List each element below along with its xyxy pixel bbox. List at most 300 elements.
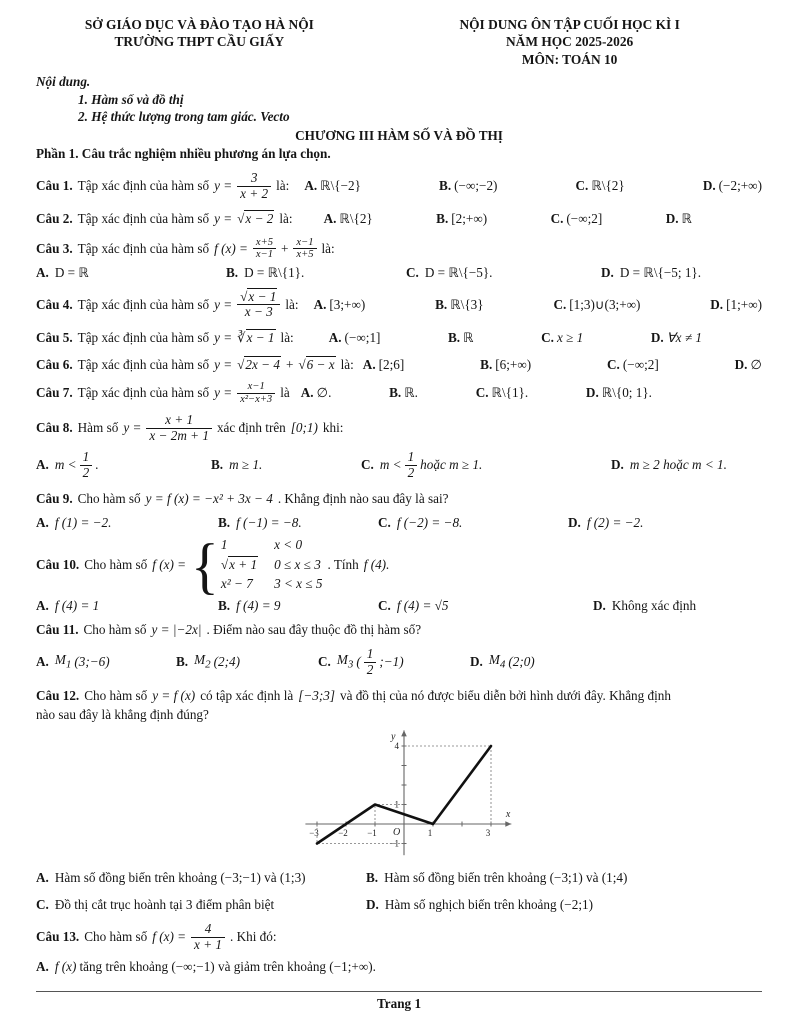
question-text: là: — [279, 211, 293, 227]
option-letter: D. — [611, 456, 624, 472]
option-b — [218, 598, 378, 615]
option-text: (−∞;2] — [566, 211, 603, 227]
point-coords: (2;4) — [213, 653, 240, 669]
q2-options — [324, 211, 762, 228]
question-10 — [36, 530, 762, 601]
option-letter: A. — [313, 296, 327, 312]
option-b — [366, 870, 762, 887]
option-text: D = ℝ — [54, 265, 89, 281]
domain-interval: [0;1) — [290, 420, 318, 436]
point-name: $M_3$ — [336, 652, 354, 671]
question-text: Tập xác định của hàm số — [77, 330, 210, 346]
radicand: 2x − 4 — [245, 356, 280, 372]
svg-text:y: y — [391, 730, 396, 742]
footer-rule — [36, 991, 762, 992]
domain-interval: [−3;3] — [298, 687, 335, 703]
option-letter: A. — [36, 456, 49, 472]
sqrt-expression — [237, 211, 274, 228]
formula: y = f (x) = −x² + 3x − 4 — [145, 491, 273, 507]
question-text: Cho hàm số — [83, 622, 147, 638]
formula-lhs: y = — [214, 384, 233, 400]
fraction — [191, 922, 225, 953]
question-text: . Khẳng định nào sau đây là sai? — [277, 491, 449, 507]
radicand: x − 2 — [245, 211, 274, 227]
formula: y = f (x) — [152, 687, 196, 703]
option-letter: A. — [36, 870, 49, 886]
brace: { — [191, 530, 219, 601]
option-b — [435, 297, 483, 314]
option-a — [324, 211, 373, 228]
radicand: x − 1 — [248, 288, 277, 304]
cbrt-expression — [237, 330, 275, 347]
page-footer — [36, 991, 762, 1013]
fraction — [237, 290, 280, 321]
formula: f (x) — [54, 958, 77, 974]
question-12-text — [36, 688, 762, 705]
question-label: Câu 5. — [36, 330, 73, 346]
option-text: . — [95, 456, 99, 472]
svg-text:−1: −1 — [389, 838, 399, 849]
formula-lhs: f (x) = — [214, 240, 248, 256]
question-text: Tập xác định của hàm số — [77, 384, 210, 400]
option-letter: C. — [406, 265, 419, 281]
formula: y = |−2x| — [151, 622, 202, 638]
frac-den: 2 — [82, 464, 90, 480]
radicand: x − 1 — [246, 330, 275, 346]
option-c — [551, 211, 603, 228]
question-label: Câu 7. — [36, 384, 73, 400]
option-letter: C. — [550, 211, 564, 227]
option-text: ∅ — [750, 356, 762, 372]
question-text: xác định trên — [216, 420, 286, 436]
radical-sign: √ — [298, 356, 306, 372]
formula-lhs: y = — [214, 211, 233, 227]
fraction — [405, 450, 418, 481]
svg-text:4: 4 — [394, 740, 399, 751]
question-label: Câu 8. — [36, 420, 73, 436]
option-d — [586, 385, 652, 402]
option-letter: B. — [480, 356, 493, 372]
option-a — [304, 178, 361, 195]
question-6 — [36, 357, 762, 374]
question-label: Câu 3. — [36, 240, 73, 256]
piecewise-rows — [221, 537, 323, 593]
option-d — [710, 297, 762, 314]
question-12 — [36, 688, 762, 914]
point-coords: (2;0) — [508, 653, 535, 669]
option-a — [36, 959, 762, 976]
option-text: [1;+∞) — [726, 296, 762, 312]
question-9 — [36, 491, 762, 508]
question-text: có tập xác định là — [200, 687, 294, 703]
option-d — [601, 265, 762, 282]
question-7 — [36, 381, 762, 405]
svg-text:1: 1 — [427, 827, 433, 838]
option-letter: A. — [36, 597, 49, 613]
option-letter: C. — [36, 896, 49, 912]
page-header — [36, 16, 762, 68]
formula-lhs: y = — [123, 420, 142, 436]
chapter-title: CHƯƠNG III HÀM SỐ VÀ ĐỒ THỊ — [295, 127, 503, 143]
question-text: Tập xác định của hàm số — [77, 296, 210, 312]
option-b — [480, 357, 531, 374]
option-a — [301, 385, 332, 402]
fraction — [80, 450, 93, 481]
point-name: $M_4$ — [488, 652, 506, 671]
header-right — [377, 16, 762, 68]
frac-den: x+5 — [296, 249, 314, 261]
radical-sign: √ — [237, 211, 245, 227]
option-b — [439, 178, 497, 195]
content-item-1: 1. Hàm số và đồ thị — [78, 91, 184, 107]
option-a — [36, 265, 226, 282]
option-b — [226, 265, 406, 282]
point-name: $M_1$ — [54, 652, 72, 671]
option-letter: D. — [366, 896, 379, 912]
frac-num: 4 — [191, 922, 225, 938]
question-label: Câu 1. — [36, 177, 73, 193]
function-graph — [264, 728, 534, 864]
option-d — [611, 457, 762, 474]
option-text: (−∞;2] — [622, 356, 659, 372]
q10-options — [36, 598, 762, 615]
option-text: m ≥ 1. — [229, 456, 263, 472]
option-a — [314, 297, 366, 314]
option-text: [6;+∞) — [495, 356, 532, 372]
option-letter: C. — [541, 330, 554, 346]
option-letter: C. — [378, 597, 391, 613]
option-d — [735, 357, 762, 374]
question-text: Tập xác định của hàm số — [77, 211, 210, 227]
question-13 — [36, 922, 762, 953]
frac-den: x − 3 — [244, 304, 273, 320]
option-d — [703, 178, 762, 195]
option-text: ℝ\{−2} — [320, 177, 361, 193]
question-text: Tập xác định của hàm số — [77, 356, 210, 372]
option-c — [576, 178, 625, 195]
question-text: Cho hàm số — [77, 491, 141, 507]
sqrt-expression — [237, 357, 281, 374]
piece-expr: √x + 1 — [220, 556, 258, 572]
option-text: m < — [379, 456, 402, 472]
radicand: 6 − x — [306, 356, 335, 372]
option-text: f (2) = −2. — [586, 514, 644, 530]
option-b — [436, 211, 487, 228]
point-name: $M_2$ — [194, 652, 211, 671]
option-text: ℝ\{1}. — [491, 384, 529, 400]
fraction — [293, 237, 316, 261]
option-letter: C. — [553, 296, 567, 312]
frac-num: 1 — [80, 450, 93, 466]
formula-lhs: f (x) = — [152, 929, 187, 945]
option-b — [218, 515, 378, 532]
option-a — [36, 515, 218, 532]
content-summary — [36, 74, 762, 163]
piece-cond: 0 ≤ x ≤ 3 — [274, 556, 321, 572]
option-text: ℝ\{3} — [450, 296, 484, 312]
question-label: Câu 4. — [36, 296, 73, 312]
fraction — [146, 413, 212, 444]
question-label: Câu 2. — [36, 211, 73, 227]
question-label: Câu 12. — [36, 687, 80, 703]
option-text: [1;3)∪(3;+∞) — [569, 296, 641, 312]
option-text: (−∞;−2) — [454, 177, 498, 193]
frac-den: x + 1 — [194, 936, 222, 952]
option-text: Hàm số đồng biến trên khoảng (−3;−1) và (1;3) — [54, 870, 306, 886]
content-item-2: 2. Hệ thức lượng trong tam giác. Vecto — [78, 109, 290, 125]
option-text: Hàm số nghịch biến trên khoảng (−2;1) — [384, 896, 593, 912]
option-a — [36, 652, 176, 672]
piece-expr: 1 — [220, 537, 228, 553]
option-text: Không xác định — [611, 597, 697, 613]
plus-sign: + — [280, 240, 289, 256]
content-title: Nội dung. — [36, 74, 91, 90]
option-letter: D. — [470, 653, 483, 669]
piece-cond: x < 0 — [274, 537, 303, 553]
frac-den: 2 — [366, 661, 374, 677]
question-text: . Điểm nào sau đây thuộc đồ thị hàm số? — [206, 622, 422, 638]
svg-text:−2: −2 — [338, 827, 348, 838]
option-letter: A. — [36, 958, 49, 974]
option-letter: D. — [702, 177, 716, 193]
frac-den: 2 — [407, 464, 415, 480]
option-letter: A. — [304, 177, 318, 193]
option-a — [36, 870, 366, 887]
option-a — [363, 357, 404, 374]
question-2 — [36, 211, 762, 228]
page-number: Trang 1 — [376, 995, 422, 1011]
open-paren: ( — [356, 653, 361, 669]
question-5 — [36, 330, 762, 347]
option-letter: B. — [176, 653, 189, 669]
option-text: tăng trên khoảng (−∞;−1) và giảm trên khoảng (−1;+∞). — [79, 958, 376, 974]
frac-num: x+5 — [253, 237, 276, 250]
q5-options — [329, 330, 762, 347]
option-text: f (1) = −2. — [54, 514, 112, 530]
option-letter: C. — [575, 177, 589, 193]
question-text: . Khi đó: — [230, 929, 277, 945]
option-letter: D. — [734, 356, 748, 372]
formula-lhs: y = — [214, 177, 233, 193]
option-text: f (4) = 9 — [236, 597, 281, 613]
frac-num: x−1 — [293, 237, 316, 250]
fraction — [253, 237, 276, 261]
option-b — [176, 652, 318, 672]
option-text: ℝ — [463, 330, 474, 346]
option-text: m ≥ 2 hoặc m < 1. — [629, 456, 727, 472]
piecewise-function — [191, 530, 323, 601]
school-year: NĂM HỌC 2025-2026 — [506, 34, 634, 50]
frac-num: √x − 1 — [237, 290, 280, 306]
option-text: x ≥ 1 — [556, 330, 584, 346]
piece-expr: x² − 7 — [220, 576, 253, 592]
option-d — [593, 598, 762, 615]
option-d — [666, 211, 692, 228]
subject: MÔN: TOÁN 10 — [521, 51, 618, 67]
option-text: Đồ thị cắt trục hoành tại 3 điểm phân biệt — [54, 896, 275, 912]
svg-text:3: 3 — [485, 827, 491, 838]
option-c — [318, 647, 470, 678]
option-letter: B. — [389, 384, 402, 400]
option-c — [553, 297, 640, 314]
frac-den: x²−x+3 — [240, 393, 273, 405]
question-11 — [36, 622, 762, 639]
sqrt-expression — [298, 357, 335, 374]
review-title: NỘI DUNG ÔN TẬP CUỐI HỌC KÌ I — [459, 17, 680, 32]
option-letter: A. — [323, 211, 337, 227]
frac-den: x − 2m + 1 — [149, 428, 209, 444]
q11-options — [36, 647, 762, 678]
question-text: là — [280, 384, 290, 400]
option-text: ℝ\{2} — [339, 211, 373, 227]
frac-num: 3 — [237, 171, 271, 187]
option-text: ∀x ≠ 1 — [666, 330, 702, 346]
piece-cond: 3 < x ≤ 5 — [274, 576, 323, 592]
question-label: Câu 10. — [36, 556, 80, 572]
option-c — [541, 330, 583, 347]
question-1 — [36, 171, 762, 202]
q1-options — [304, 178, 762, 195]
option-text: m < — [54, 456, 77, 472]
option-letter: A. — [300, 384, 314, 400]
option-text: f (−1) = −8. — [236, 514, 302, 530]
question-text: Tập xác định của hàm số — [77, 240, 210, 256]
frac-num: 1 — [405, 450, 418, 466]
svg-text:1: 1 — [394, 799, 399, 810]
option-c — [406, 265, 601, 282]
formula-lhs: y = — [214, 356, 233, 372]
option-text: [2;+∞) — [451, 211, 488, 227]
option-letter: D. — [585, 384, 599, 400]
q13-options — [36, 959, 762, 976]
formula-lhs: y = — [214, 296, 233, 312]
radical-sign: ∛ — [237, 330, 246, 346]
option-text: D = ℝ\{−5; 1}. — [619, 265, 702, 281]
frac-num: x−1 — [237, 381, 275, 394]
plus-sign: + — [285, 356, 294, 372]
option-text: ∅. — [316, 384, 332, 400]
q6-options — [363, 357, 762, 374]
option-text: f (4) = √5 — [396, 597, 449, 613]
frac-den: x−1 — [255, 249, 273, 261]
fraction — [237, 171, 271, 202]
option-letter: A. — [36, 514, 49, 530]
option-letter: D. — [568, 514, 581, 530]
radicand: x + 1 — [229, 556, 258, 572]
option-letter: B. — [448, 330, 461, 346]
question-label: Câu 11. — [36, 622, 79, 638]
option-letter: A. — [36, 265, 49, 281]
q8-options — [36, 450, 762, 481]
option-letter: D. — [710, 296, 724, 312]
q9-options — [36, 515, 762, 532]
option-d — [470, 652, 762, 672]
frac-den: x + 2 — [240, 185, 269, 201]
question-text: là: — [280, 330, 294, 346]
department-name: SỞ GIÁO DỤC VÀ ĐÀO TẠO HÀ NỘI — [84, 17, 314, 32]
header-left — [36, 16, 363, 51]
point-coords: (3;−6) — [74, 653, 110, 669]
q3-options — [36, 265, 762, 282]
question-text: Cho hàm số — [84, 556, 148, 572]
frac-num: x + 1 — [146, 413, 212, 429]
question-text: Hàm số — [77, 420, 119, 436]
formula: f (4). — [363, 556, 390, 572]
option-text: (−2;+∞) — [718, 177, 762, 193]
q4-options — [314, 297, 762, 314]
option-text: D = ℝ\{1}. — [244, 265, 305, 281]
option-d — [568, 515, 762, 532]
option-c — [476, 385, 529, 402]
option-b — [211, 457, 361, 474]
question-label: Câu 6. — [36, 356, 73, 372]
question-text: và đồ thị của nó được biểu diễn bởi hình dưới đây. Khẳng định — [339, 687, 671, 703]
svg-text:−1: −1 — [367, 827, 377, 838]
question-text: là: — [340, 356, 354, 372]
option-letter: A. — [328, 330, 342, 346]
option-letter: D. — [650, 330, 664, 346]
option-c — [378, 598, 593, 615]
option-text: [2;6] — [378, 356, 405, 372]
option-text: ℝ\{2} — [591, 177, 625, 193]
question-text: Cho hàm số — [84, 687, 148, 703]
question-text: Tập xác định của hàm số — [77, 177, 210, 193]
radical-sign: √ — [237, 356, 245, 372]
frac-num: 1 — [364, 647, 377, 663]
option-letter: D. — [601, 265, 614, 281]
school-name: TRƯỜNG THPT CẦU GIẤY — [114, 34, 285, 50]
option-letter: A. — [362, 356, 376, 372]
option-letter: C. — [361, 456, 374, 472]
option-letter: B. — [211, 456, 224, 472]
option-letter: B. — [436, 211, 449, 227]
option-text: ℝ — [681, 211, 692, 227]
point-coords: ;−1) — [379, 653, 404, 669]
option-letter: B. — [218, 514, 231, 530]
option-text: (−∞;1] — [344, 330, 381, 346]
option-text: hoặc m ≥ 1. — [420, 456, 483, 472]
question-text: . Tính — [327, 556, 359, 572]
question-text: là: — [321, 240, 335, 256]
question-3 — [36, 237, 762, 261]
option-letter: B. — [218, 597, 231, 613]
option-letter: D. — [593, 597, 606, 613]
option-letter: A. — [36, 653, 49, 669]
formula-lhs: f (x) = — [152, 556, 187, 572]
option-letter: D. — [665, 211, 679, 227]
fraction — [237, 381, 275, 405]
option-letter: B. — [439, 177, 452, 193]
question-4 — [36, 290, 762, 321]
formula-lhs: y = — [214, 330, 233, 346]
option-b — [389, 385, 418, 402]
option-text: f (4) = 1 — [54, 597, 100, 613]
option-letter: B. — [366, 870, 379, 886]
option-text: ℝ\{0; 1}. — [601, 384, 652, 400]
option-text: Hàm số đồng biến trên khoảng (−3;1) và (1;4) — [384, 870, 628, 886]
option-c — [378, 515, 568, 532]
option-letter: C. — [378, 514, 391, 530]
graph-figure — [264, 728, 534, 869]
option-b — [448, 330, 474, 347]
option-letter: C. — [607, 356, 620, 372]
question-label: Câu 9. — [36, 491, 73, 507]
option-a — [36, 450, 211, 481]
option-letter: B. — [226, 265, 239, 281]
option-d — [366, 897, 762, 914]
question-text: là: — [285, 296, 299, 312]
svg-text:x: x — [505, 808, 511, 820]
